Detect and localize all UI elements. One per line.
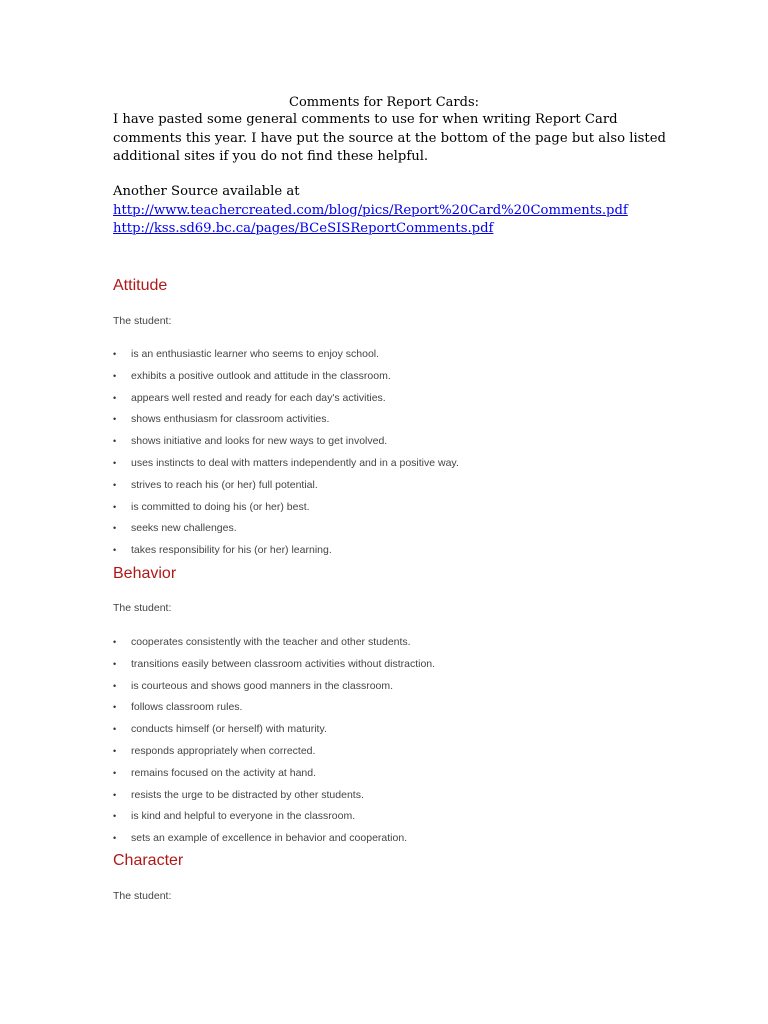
- bullet-icon: •: [113, 414, 117, 425]
- list-item: [113, 766, 435, 788]
- document-title: Comments for Report Cards:: [289, 95, 479, 110]
- bullet-icon: •: [113, 702, 117, 713]
- bullet-icon: •: [113, 767, 117, 778]
- list-item: [113, 521, 459, 543]
- list-item-text: seeks new challenges.: [131, 522, 237, 535]
- intro-line: comments this year. I have put the source at the bottom of the page but also listed: [113, 130, 666, 146]
- list-item-text: shows enthusiasm for classroom activities.: [131, 413, 330, 426]
- list-item-text: follows classroom rules.: [131, 701, 243, 714]
- list-item: [113, 700, 435, 722]
- list-item-text: transitions easily between classroom activities without distraction.: [131, 657, 436, 670]
- source-label: Another Source available at: [113, 184, 300, 199]
- list-item-text: conducts himself (or herself) with maturity.: [131, 723, 327, 736]
- bullet-icon: •: [113, 370, 117, 381]
- bullet-icon: •: [113, 479, 117, 490]
- section-lead-character: The student:: [113, 890, 172, 902]
- bullet-icon: •: [113, 680, 117, 691]
- list-item: [113, 635, 435, 657]
- section-heading-attitude: Attitude: [113, 277, 168, 294]
- list-item: [113, 722, 435, 744]
- list-item: [113, 831, 435, 853]
- source-link-kss[interactable]: http://kss.sd69.bc.ca/pages/BCeSISReportComments.pdf: [113, 221, 494, 236]
- list-item: [113, 347, 459, 369]
- list-item: [113, 434, 459, 456]
- list-item-text: takes responsibility for his (or her) learning.: [131, 544, 332, 557]
- list-item-text: strives to reach his (or her) full potential.: [131, 478, 318, 491]
- sources-block: [113, 183, 713, 239]
- list-item: [113, 369, 459, 391]
- bullet-icon: •: [113, 833, 117, 844]
- behavior-list: [113, 635, 435, 853]
- list-item-text: cooperates consistently with the teacher and other students.: [131, 636, 411, 648]
- list-item: [113, 744, 435, 766]
- bullet-icon: •: [113, 523, 117, 534]
- list-item-text: shows initiative and looks for new ways to get involved.: [131, 435, 388, 448]
- list-item-text: is courteous and shows good manners in the classroom.: [131, 679, 394, 692]
- bullet-icon: •: [113, 457, 117, 468]
- list-item: [113, 788, 435, 810]
- list-item: [113, 500, 459, 522]
- bullet-icon: •: [113, 637, 117, 647]
- list-item-text: uses instincts to deal with matters independently and in a positive way.: [131, 456, 459, 469]
- list-item: [113, 456, 459, 478]
- list-item-text: responds appropriately when corrected.: [131, 744, 316, 757]
- list-item-text: remains focused on the activity at hand.: [131, 766, 317, 779]
- list-item-text: is an enthusiastic learner who seems to enjoy school.: [131, 348, 380, 360]
- bullet-icon: •: [113, 789, 117, 800]
- list-item-text: sets an example of excellence in behavior and cooperation.: [131, 832, 408, 845]
- list-item-text: resists the urge to be distracted by other students.: [131, 788, 364, 801]
- section-lead-attitude: The student:: [113, 315, 172, 327]
- list-item: [113, 809, 435, 831]
- intro-line: additional sites if you do not find these helpful.: [113, 149, 429, 164]
- bullet-icon: •: [113, 436, 117, 447]
- list-item-text: exhibits a positive outlook and attitude in the classroom.: [131, 369, 391, 382]
- bullet-icon: •: [113, 745, 117, 756]
- list-item: [113, 657, 435, 679]
- list-item: [113, 391, 459, 413]
- list-item-text: is kind and helpful to everyone in the classroom.: [131, 810, 356, 823]
- intro-line: I have pasted some general comments to use for when writing Report Card: [113, 112, 618, 127]
- bullet-icon: •: [113, 349, 117, 359]
- section-heading-behavior: Behavior: [113, 565, 177, 582]
- list-item: [113, 478, 459, 500]
- list-item-text: appears well rested and ready for each day's activities.: [131, 391, 386, 404]
- bullet-icon: •: [113, 658, 117, 669]
- list-item: [113, 412, 459, 434]
- list-item: [113, 679, 435, 701]
- intro-paragraph: [113, 111, 673, 167]
- bullet-icon: •: [113, 392, 117, 403]
- bullet-icon: •: [113, 724, 117, 735]
- section-lead-behavior: The student:: [113, 602, 172, 614]
- bullet-icon: •: [113, 545, 117, 556]
- attitude-list: [113, 347, 459, 565]
- bullet-icon: •: [113, 811, 117, 822]
- bullet-icon: •: [113, 501, 117, 512]
- list-item: [113, 543, 459, 565]
- section-heading-character: Character: [113, 852, 184, 869]
- list-item-text: is committed to doing his (or her) best.: [131, 500, 310, 513]
- source-link-teachercreated[interactable]: http://www.teachercreated.com/blog/pics/Report%20Card%20Comments.pdf: [113, 202, 628, 218]
